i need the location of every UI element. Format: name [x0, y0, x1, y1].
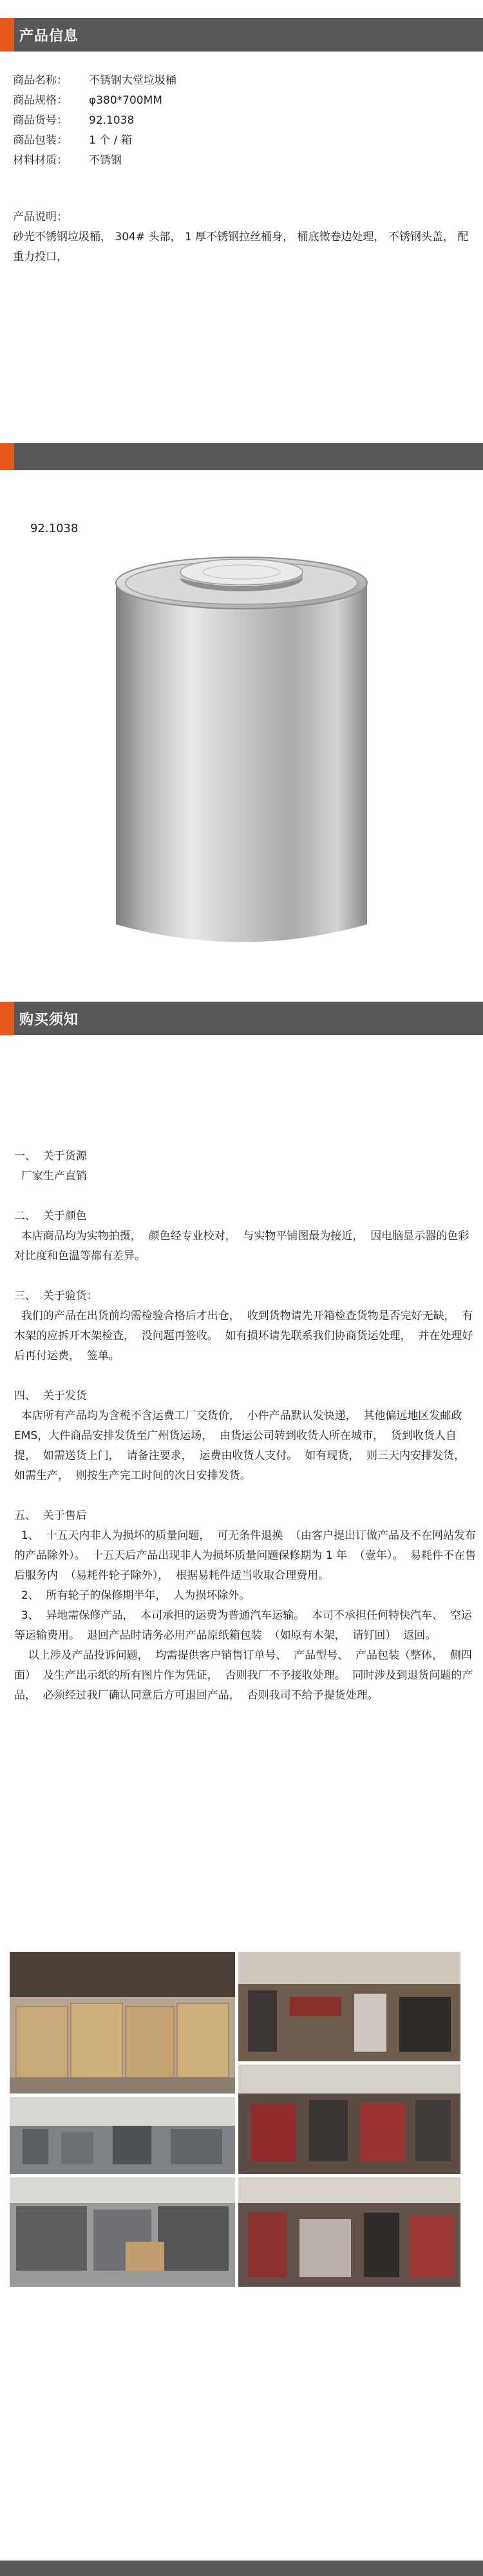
footer-bar [0, 2561, 483, 2576]
bin-body [116, 583, 367, 942]
showroom-photo-3 [238, 2177, 460, 2287]
notice-body: 本店所有产品均为含税不含运费工厂交货价， 小件产品默认发快递， 其他偏远地区发邮政 EMS，大件商品安排发货至广州货运场， 由货运公司转到收货人所在城市， 货到收货人自提， 如需送货上门， 请备注要求， 运费由收货人支付。 如有现货， 则三天内安排发货， 如需生产， 则按生产完工时间的次日安排发货。 [14, 1409, 472, 1482]
showroom-photo-1 [238, 1952, 460, 2061]
warehouse-photo-floor [10, 2097, 235, 2174]
info-row-code [13, 111, 470, 131]
section-title: 产品信息 [19, 28, 79, 44]
header-accent [0, 1002, 14, 1035]
info-value: 1 个 / 箱 [89, 134, 132, 147]
description-text: 砂光不锈钢垃圾桶， 304# 头部， 1 厚不锈钢拉丝桶身， 桶底微卷边处理， 不锈钢头盖， 配重力投口， [13, 231, 469, 263]
showroom-photo-2 [238, 2065, 460, 2174]
notice-heading: 三、 关于验货： [14, 1290, 98, 1302]
notice-block-aftersales [14, 1506, 478, 1706]
info-value: 不锈钢大堂垃圾桶 [89, 74, 176, 87]
info-value: 不锈钢 [89, 154, 122, 167]
header-accent [0, 18, 14, 52]
purchase-notice-header [0, 1002, 483, 1035]
image-section-bar [0, 443, 483, 470]
info-key: 商品包装： [13, 134, 68, 147]
notice-heading: 四、 关于发货 [14, 1389, 87, 1402]
notice-body: 厂家生产直销 [14, 1170, 87, 1183]
info-key: 商品名称： [13, 74, 68, 87]
info-row-spec [13, 91, 470, 111]
warehouse-photo-boxes [10, 1952, 235, 2094]
section-title: 购买须知 [19, 1011, 79, 1028]
info-value: φ380*700MM [89, 94, 162, 107]
product-description [13, 207, 470, 267]
notice-body: 本店商品均为实物拍摄， 颜色经专业校对， 与实物平铺图最为接近， 因电脑显示器的色彩对比度和色温等都有差异。 [14, 1230, 469, 1263]
product-code-label: 92.1038 [30, 522, 79, 535]
notice-heading: 一、 关于货源 [14, 1150, 87, 1163]
notice-block-source [14, 1147, 478, 1187]
notice-block-color [14, 1207, 478, 1266]
info-key: 材料材质： [13, 154, 68, 167]
lid-top [180, 559, 303, 585]
info-key: 商品货号： [13, 114, 68, 127]
notice-body: 1、 十五天内非人为损坏的质量问题， 可无条件退换 （由客户提出订做产品及不在网站发布的产品除外）。 十五天后产品出现非人为损坏质量问题保修期为 1 年 （壹年）。 易耗件不在售后服务内 （易耗件轮子除外）， 根据易耗件适当收取合理费用。 2、 所有轮子的保修期半年， 人为损坏除外。 3、 异地需保修产品， 本司承担的运费为普通汽车运输。 本司不承担任何特快汽车、 空运等运输费用。 退回产品时请务必用产品原纸箱包装 （如原有木架， 请钉回） 返回。 以上涉及产品投诉问题， 均需提供客户销售订单号、 产品型号、 产品包装（整体， 侧四面） 及生产出示纸的所有图片作为凭证， 否则我厂不予接收处理。 同时涉及到退货问题的产品， 必须经过我厂确认同意后方可退回产品， 否则我司不给予提货处理。 [14, 1529, 477, 1702]
product-info-list [13, 71, 470, 171]
warehouse-photo-racks [10, 2177, 235, 2287]
info-key: 商品规格： [13, 94, 68, 107]
header-accent [0, 443, 14, 470]
description-label: 产品说明： [13, 211, 68, 224]
info-value: 92.1038 [89, 114, 135, 127]
purchase-notice [14, 1147, 478, 1726]
notice-heading: 二、 关于颜色 [14, 1210, 87, 1223]
product-image [113, 548, 370, 947]
notice-block-shipping [14, 1386, 478, 1486]
info-row-package [13, 131, 470, 151]
product-info-header [0, 18, 483, 52]
notice-body: 我们的产品在出货前均需检验合格后才出仓， 收到货物请先开箱检查货物是否完好无缺， 有木架的应拆开木架检查， 没问题再签收。 如有损坏请先联系我们协商货运处理， 并在处理好后再付运费， 签单。 [14, 1310, 473, 1362]
notice-heading: 五、 关于售后 [14, 1509, 87, 1522]
notice-block-inspection [14, 1286, 478, 1366]
info-row-material [13, 151, 470, 171]
factory-photos [0, 1952, 483, 2403]
info-row-name [13, 71, 470, 91]
